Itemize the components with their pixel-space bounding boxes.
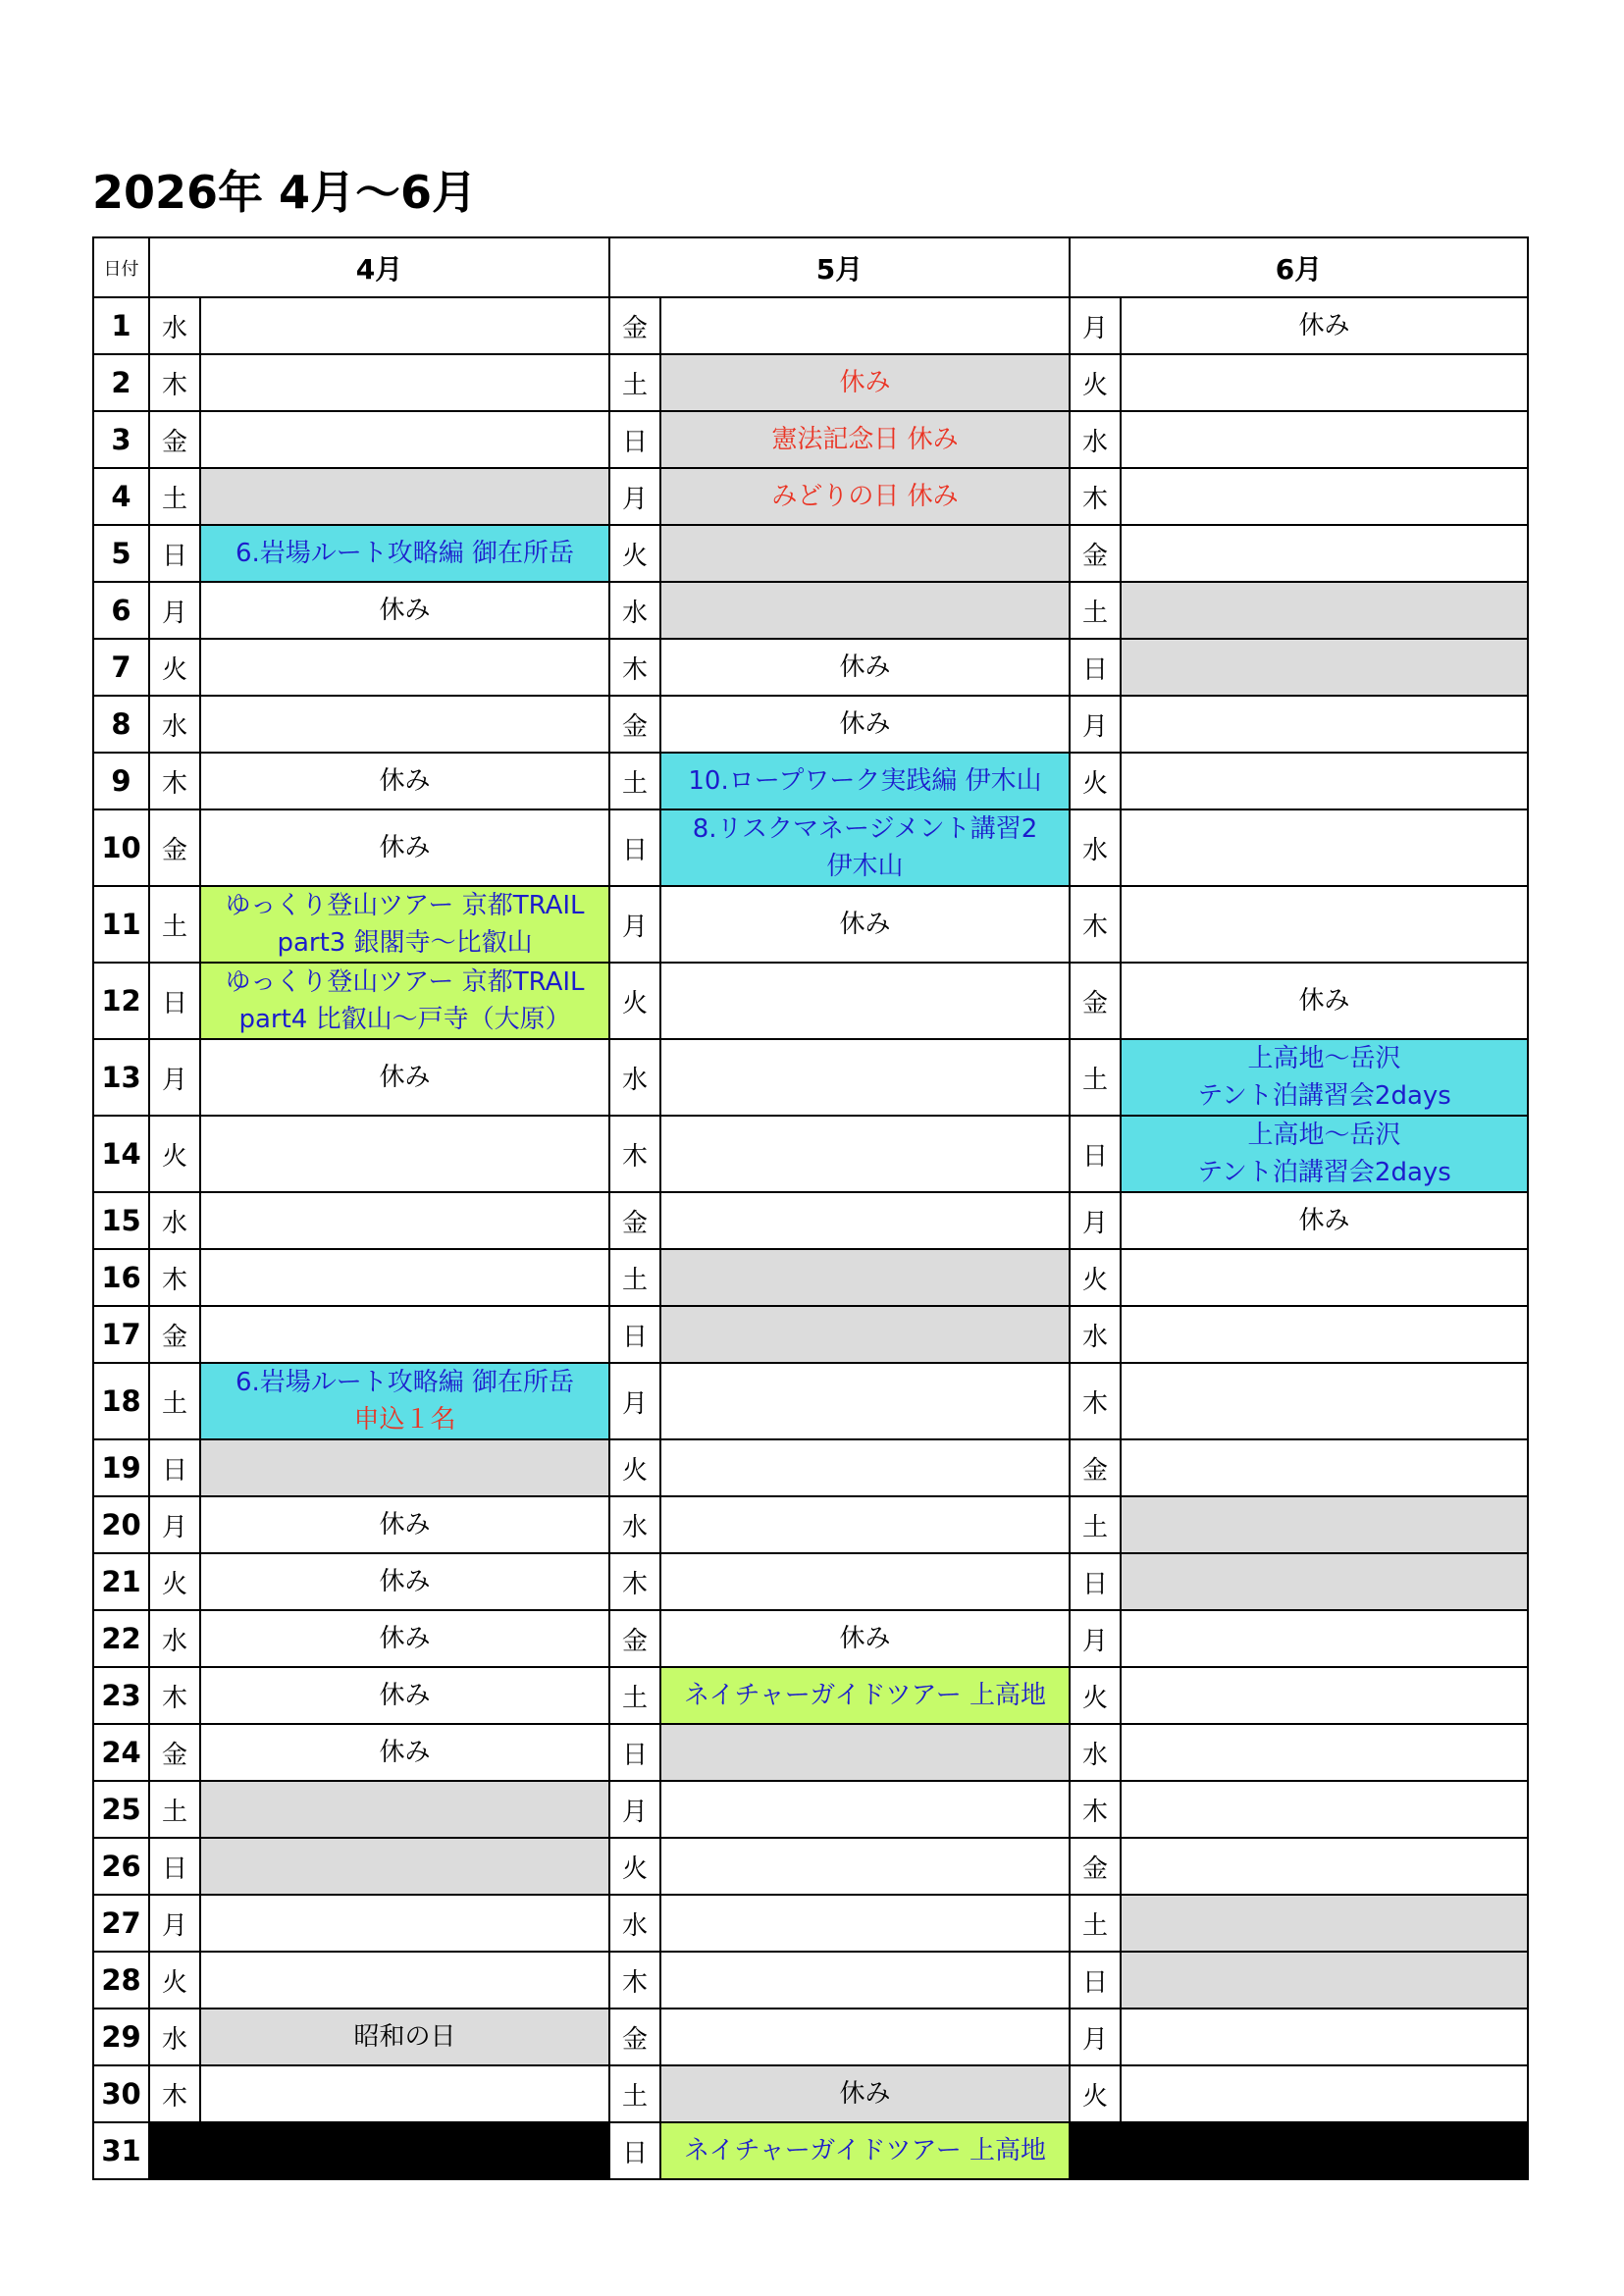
april-event-cell: [200, 2009, 609, 2065]
june-weekday: 日: [1070, 1116, 1121, 1192]
event-text: 休み: [379, 1063, 431, 1092]
table-row: [93, 582, 1528, 639]
event-text: テント泊講習会2days: [1197, 1158, 1451, 1187]
may-weekday: 日: [609, 411, 660, 468]
day-number: 18: [93, 1363, 149, 1439]
day-number: 22: [93, 1610, 149, 1667]
april-weekday: 木: [149, 2065, 200, 2122]
table-row: [93, 1192, 1528, 1249]
april-weekday: 月: [149, 1496, 200, 1553]
table-row: [93, 1895, 1528, 1952]
event-text: 休み: [1298, 986, 1350, 1016]
june-weekday: 土: [1070, 1895, 1121, 1952]
event-text: 休み: [839, 368, 891, 397]
may-event-cell: [660, 809, 1070, 886]
may-weekday: 日: [609, 1724, 660, 1781]
may-event-cell: [660, 1249, 1070, 1306]
day-number: 19: [93, 1439, 149, 1496]
may-weekday: 土: [609, 753, 660, 809]
june-event-cell: [1121, 2065, 1528, 2122]
june-weekday: 日: [1070, 1553, 1121, 1610]
may-weekday: 月: [609, 886, 660, 963]
june-event-cell: [1121, 2009, 1528, 2065]
event-text: ゆっくり登山ツアー 京都TRAIL: [225, 891, 585, 920]
may-weekday: 火: [609, 963, 660, 1039]
event-text: 休み: [839, 1624, 891, 1653]
may-weekday: 水: [609, 1039, 660, 1116]
june-weekday: 火: [1070, 354, 1121, 411]
april-weekday: 金: [149, 1724, 200, 1781]
april-event-cell: [200, 411, 609, 468]
table-row: [93, 809, 1528, 886]
april-event-cell: [200, 809, 609, 886]
may-event-cell: [660, 1952, 1070, 2009]
event-text: 上高地〜岳沢: [1247, 1044, 1401, 1073]
table-row: [93, 525, 1528, 582]
may-event-cell: [660, 1895, 1070, 1952]
event-text: 8.リスクマネージメント講習2: [692, 814, 1038, 844]
table-row: [93, 1439, 1528, 1496]
april-weekday: 日: [149, 525, 200, 582]
day-number: 14: [93, 1116, 149, 1192]
june-event-cell: [1121, 809, 1528, 886]
may-weekday: 月: [609, 468, 660, 525]
event-text: 休み: [1298, 311, 1350, 340]
month-header-april: 4月: [149, 237, 609, 297]
may-weekday: 水: [609, 582, 660, 639]
may-event-cell: [660, 1610, 1070, 1667]
april-weekday: 木: [149, 1667, 200, 1724]
event-text: みどりの日 休み: [771, 482, 959, 511]
may-weekday: 木: [609, 1553, 660, 1610]
may-event-cell: [660, 1496, 1070, 1553]
april-event-cell: [200, 1838, 609, 1895]
table-row: [93, 297, 1528, 354]
calendar-table: [92, 236, 1529, 2180]
april-event-cell: [200, 639, 609, 696]
header-row: [93, 237, 1528, 297]
may-event-cell: [660, 525, 1070, 582]
day-number: 17: [93, 1306, 149, 1363]
may-weekday: 日: [609, 809, 660, 886]
day-number: 30: [93, 2065, 149, 2122]
day-number: 2: [93, 354, 149, 411]
april-weekday: 火: [149, 639, 200, 696]
table-row: [93, 468, 1528, 525]
event-text: 休み: [839, 910, 891, 939]
april-weekday: 木: [149, 1249, 200, 1306]
page-title: 2026年 4月〜6月: [92, 166, 478, 219]
event-text: ゆっくり登山ツアー 京都TRAIL: [225, 967, 585, 997]
june-weekday: 火: [1070, 2065, 1121, 2122]
day-number: 1: [93, 297, 149, 354]
june-weekday: 金: [1070, 963, 1121, 1039]
april-weekday: 日: [149, 963, 200, 1039]
june-weekday: 木: [1070, 1363, 1121, 1439]
june-weekday: 木: [1070, 1781, 1121, 1838]
table-row: [93, 2122, 1528, 2179]
table-row: [93, 1838, 1528, 1895]
date-column-header: 日付: [93, 237, 149, 297]
june-event-cell: [1121, 1724, 1528, 1781]
table-row: [93, 354, 1528, 411]
june-event-cell: [1121, 297, 1528, 354]
table-row: [93, 696, 1528, 753]
day-number: 6: [93, 582, 149, 639]
day-number: 28: [93, 1952, 149, 2009]
event-text: 休み: [379, 596, 431, 625]
april-weekday: 月: [149, 1039, 200, 1116]
event-text: テント泊講習会2days: [1197, 1081, 1451, 1111]
april-event-cell: [200, 297, 609, 354]
april-event-cell: [200, 2122, 609, 2179]
may-weekday: 水: [609, 1895, 660, 1952]
may-event-cell: [660, 1781, 1070, 1838]
event-text: part4 比叡山〜戸寺（大原）: [238, 1005, 571, 1034]
april-weekday: 火: [149, 1116, 200, 1192]
table-row: [93, 1610, 1528, 1667]
table-row: [93, 1363, 1528, 1439]
event-text: 6.岩場ルート攻略編 御在所岳: [235, 539, 575, 568]
april-event-cell: [200, 1439, 609, 1496]
may-event-cell: [660, 1116, 1070, 1192]
may-weekday: 水: [609, 1496, 660, 1553]
april-weekday: 月: [149, 582, 200, 639]
april-event-cell: [200, 1496, 609, 1553]
april-weekday: 土: [149, 1781, 200, 1838]
may-event-cell: [660, 354, 1070, 411]
day-number: 16: [93, 1249, 149, 1306]
may-weekday: 日: [609, 2122, 660, 2179]
april-event-cell: [200, 1553, 609, 1610]
may-event-cell: [660, 1553, 1070, 1610]
june-weekday: 月: [1070, 1610, 1121, 1667]
june-weekday: 水: [1070, 1724, 1121, 1781]
april-event-cell: [200, 1039, 609, 1116]
may-weekday: 金: [609, 297, 660, 354]
june-weekday: 土: [1070, 582, 1121, 639]
april-weekday: 火: [149, 1952, 200, 2009]
may-event-cell: [660, 411, 1070, 468]
april-event-cell: [200, 1306, 609, 1363]
month-header-may: 5月: [609, 237, 1070, 297]
april-event-cell: [200, 354, 609, 411]
june-weekday: 火: [1070, 1667, 1121, 1724]
day-number: 11: [93, 886, 149, 963]
june-event-cell: [1121, 1781, 1528, 1838]
day-number: 9: [93, 753, 149, 809]
june-weekday: 水: [1070, 809, 1121, 886]
april-weekday: 日: [149, 1439, 200, 1496]
june-event-cell: [1121, 886, 1528, 963]
june-weekday: 金: [1070, 1439, 1121, 1496]
event-text: 昭和の日: [353, 2022, 456, 2052]
event-text: 憲法記念日 休み: [771, 425, 959, 454]
april-weekday: 日: [149, 1838, 200, 1895]
april-weekday: 金: [149, 1306, 200, 1363]
april-weekday: 木: [149, 354, 200, 411]
june-event-cell: [1121, 1610, 1528, 1667]
june-event-cell: [1121, 354, 1528, 411]
table-row: [93, 1116, 1528, 1192]
april-event-cell: [200, 1724, 609, 1781]
day-number: 26: [93, 1838, 149, 1895]
april-weekday: 水: [149, 2009, 200, 2065]
event-text: 6.岩場ルート攻略編 御在所岳: [235, 1368, 575, 1397]
may-event-cell: [660, 1363, 1070, 1439]
table-row: [93, 1249, 1528, 1306]
day-number: 13: [93, 1039, 149, 1116]
may-event-cell: [660, 1439, 1070, 1496]
may-weekday: 金: [609, 1610, 660, 1667]
month-header-june: 6月: [1070, 237, 1528, 297]
april-event-cell: [200, 1249, 609, 1306]
may-weekday: 火: [609, 1838, 660, 1895]
event-text: 申込１名: [353, 1405, 456, 1435]
day-number: 25: [93, 1781, 149, 1838]
day-number: 29: [93, 2009, 149, 2065]
april-weekday: 水: [149, 696, 200, 753]
day-number: 8: [93, 696, 149, 753]
june-event-cell: [1121, 1192, 1528, 1249]
table-row: [93, 1039, 1528, 1116]
may-weekday: 月: [609, 1781, 660, 1838]
april-weekday: 土: [149, 886, 200, 963]
june-event-cell: [1121, 1306, 1528, 1363]
april-event-cell: [200, 1192, 609, 1249]
event-text: ネイチャーガイドツアー 上高地: [684, 1681, 1046, 1710]
event-text: ネイチャーガイドツアー 上高地: [684, 2136, 1046, 2166]
april-event-cell: [200, 1667, 609, 1724]
event-text: 上高地〜岳沢: [1247, 1121, 1401, 1150]
event-text: part3 銀閣寺〜比叡山: [277, 928, 533, 958]
table-row: [93, 1781, 1528, 1838]
june-event-cell: [1121, 1039, 1528, 1116]
day-number: 24: [93, 1724, 149, 1781]
day-number: 27: [93, 1895, 149, 1952]
may-weekday: 金: [609, 696, 660, 753]
june-weekday: 土: [1070, 1496, 1121, 1553]
may-event-cell: [660, 468, 1070, 525]
event-text: 休み: [379, 833, 431, 862]
june-event-cell: [1121, 963, 1528, 1039]
june-event-cell: [1121, 1116, 1528, 1192]
may-weekday: 木: [609, 639, 660, 696]
june-weekday: 火: [1070, 753, 1121, 809]
june-weekday: 月: [1070, 2009, 1121, 2065]
may-weekday: 日: [609, 1306, 660, 1363]
may-event-cell: [660, 2009, 1070, 2065]
may-event-cell: [660, 297, 1070, 354]
event-text: 休み: [379, 1567, 431, 1596]
june-event-cell: [1121, 411, 1528, 468]
april-event-cell: [200, 963, 609, 1039]
may-event-cell: [660, 639, 1070, 696]
table-row: [93, 1553, 1528, 1610]
may-weekday: 金: [609, 2009, 660, 2065]
table-row: [93, 1667, 1528, 1724]
june-weekday: 日: [1070, 1952, 1121, 2009]
may-weekday: 土: [609, 1249, 660, 1306]
june-event-cell: [1121, 1363, 1528, 1439]
june-weekday: 木: [1070, 886, 1121, 963]
april-event-cell: [200, 2065, 609, 2122]
april-event-cell: [200, 468, 609, 525]
april-weekday: [149, 2122, 200, 2179]
june-event-cell: [1121, 582, 1528, 639]
april-weekday: 火: [149, 1553, 200, 1610]
day-number: 10: [93, 809, 149, 886]
june-event-cell: [1121, 696, 1528, 753]
june-event-cell: [1121, 1249, 1528, 1306]
june-weekday: 金: [1070, 525, 1121, 582]
april-event-cell: [200, 753, 609, 809]
table-row: [93, 1952, 1528, 2009]
april-event-cell: [200, 696, 609, 753]
may-weekday: 火: [609, 1439, 660, 1496]
april-weekday: 金: [149, 411, 200, 468]
table-row: [93, 963, 1528, 1039]
table-row: [93, 2009, 1528, 2065]
june-weekday: 金: [1070, 1838, 1121, 1895]
day-number: 31: [93, 2122, 149, 2179]
event-text: 休み: [839, 2079, 891, 2109]
may-weekday: 土: [609, 1667, 660, 1724]
may-weekday: 土: [609, 2065, 660, 2122]
day-number: 12: [93, 963, 149, 1039]
june-event-cell: [1121, 1439, 1528, 1496]
april-weekday: 水: [149, 297, 200, 354]
april-weekday: 金: [149, 809, 200, 886]
table-row: [93, 1306, 1528, 1363]
june-weekday: 日: [1070, 639, 1121, 696]
may-event-cell: [660, 963, 1070, 1039]
table-row: [93, 1724, 1528, 1781]
may-event-cell: [660, 1838, 1070, 1895]
table-row: [93, 1496, 1528, 1553]
event-text: 休み: [379, 1624, 431, 1653]
event-text: 10.ロープワーク実践編 伊木山: [688, 766, 1042, 796]
day-number: 7: [93, 639, 149, 696]
event-text: 休み: [379, 766, 431, 796]
april-event-cell: [200, 582, 609, 639]
april-event-cell: [200, 1952, 609, 2009]
day-number: 23: [93, 1667, 149, 1724]
may-event-cell: [660, 1306, 1070, 1363]
may-weekday: 金: [609, 1192, 660, 1249]
june-event-cell: [1121, 1838, 1528, 1895]
day-number: 20: [93, 1496, 149, 1553]
june-event-cell: [1121, 468, 1528, 525]
may-weekday: 木: [609, 1952, 660, 2009]
june-weekday: 水: [1070, 1306, 1121, 1363]
june-event-cell: [1121, 1553, 1528, 1610]
april-event-cell: [200, 1895, 609, 1952]
june-weekday: 月: [1070, 696, 1121, 753]
april-weekday: 水: [149, 1610, 200, 1667]
june-weekday: 木: [1070, 468, 1121, 525]
june-event-cell: [1121, 525, 1528, 582]
june-weekday: 水: [1070, 411, 1121, 468]
event-text: 休み: [839, 709, 891, 739]
day-number: 5: [93, 525, 149, 582]
table-row: [93, 886, 1528, 963]
april-event-cell: [200, 886, 609, 963]
june-weekday: 月: [1070, 1192, 1121, 1249]
event-text: 伊木山: [826, 852, 904, 881]
may-event-cell: [660, 1724, 1070, 1781]
table-row: [93, 2065, 1528, 2122]
may-event-cell: [660, 1192, 1070, 1249]
table-row: [93, 639, 1528, 696]
table-row: [93, 753, 1528, 809]
event-text: 休み: [1298, 1206, 1350, 1235]
june-event-cell: [1121, 753, 1528, 809]
may-weekday: 月: [609, 1363, 660, 1439]
june-weekday: 土: [1070, 1039, 1121, 1116]
event-text: 休み: [379, 1738, 431, 1767]
day-number: 4: [93, 468, 149, 525]
may-event-cell: [660, 1667, 1070, 1724]
may-event-cell: [660, 696, 1070, 753]
april-event-cell: [200, 525, 609, 582]
event-text: 休み: [379, 1510, 431, 1539]
april-weekday: 木: [149, 753, 200, 809]
april-weekday: 土: [149, 1363, 200, 1439]
may-weekday: 木: [609, 1116, 660, 1192]
april-event-cell: [200, 1116, 609, 1192]
june-weekday: [1070, 2122, 1121, 2179]
june-event-cell: [1121, 1952, 1528, 2009]
table-row: [93, 411, 1528, 468]
june-event-cell: [1121, 1496, 1528, 1553]
april-weekday: 土: [149, 468, 200, 525]
june-weekday: 月: [1070, 297, 1121, 354]
june-weekday: 火: [1070, 1249, 1121, 1306]
may-event-cell: [660, 1039, 1070, 1116]
may-weekday: 土: [609, 354, 660, 411]
april-weekday: 月: [149, 1895, 200, 1952]
april-weekday: 水: [149, 1192, 200, 1249]
may-event-cell: [660, 2065, 1070, 2122]
june-event-cell: [1121, 2122, 1528, 2179]
event-text: 休み: [839, 652, 891, 682]
may-weekday: 火: [609, 525, 660, 582]
april-event-cell: [200, 1363, 609, 1439]
april-event-cell: [200, 1781, 609, 1838]
may-event-cell: [660, 886, 1070, 963]
april-event-cell: [200, 1610, 609, 1667]
june-event-cell: [1121, 1895, 1528, 1952]
may-event-cell: [660, 753, 1070, 809]
event-text: 休み: [379, 1681, 431, 1710]
day-number: 15: [93, 1192, 149, 1249]
june-event-cell: [1121, 1667, 1528, 1724]
day-number: 21: [93, 1553, 149, 1610]
june-event-cell: [1121, 639, 1528, 696]
may-event-cell: [660, 582, 1070, 639]
may-event-cell: [660, 2122, 1070, 2179]
day-number: 3: [93, 411, 149, 468]
